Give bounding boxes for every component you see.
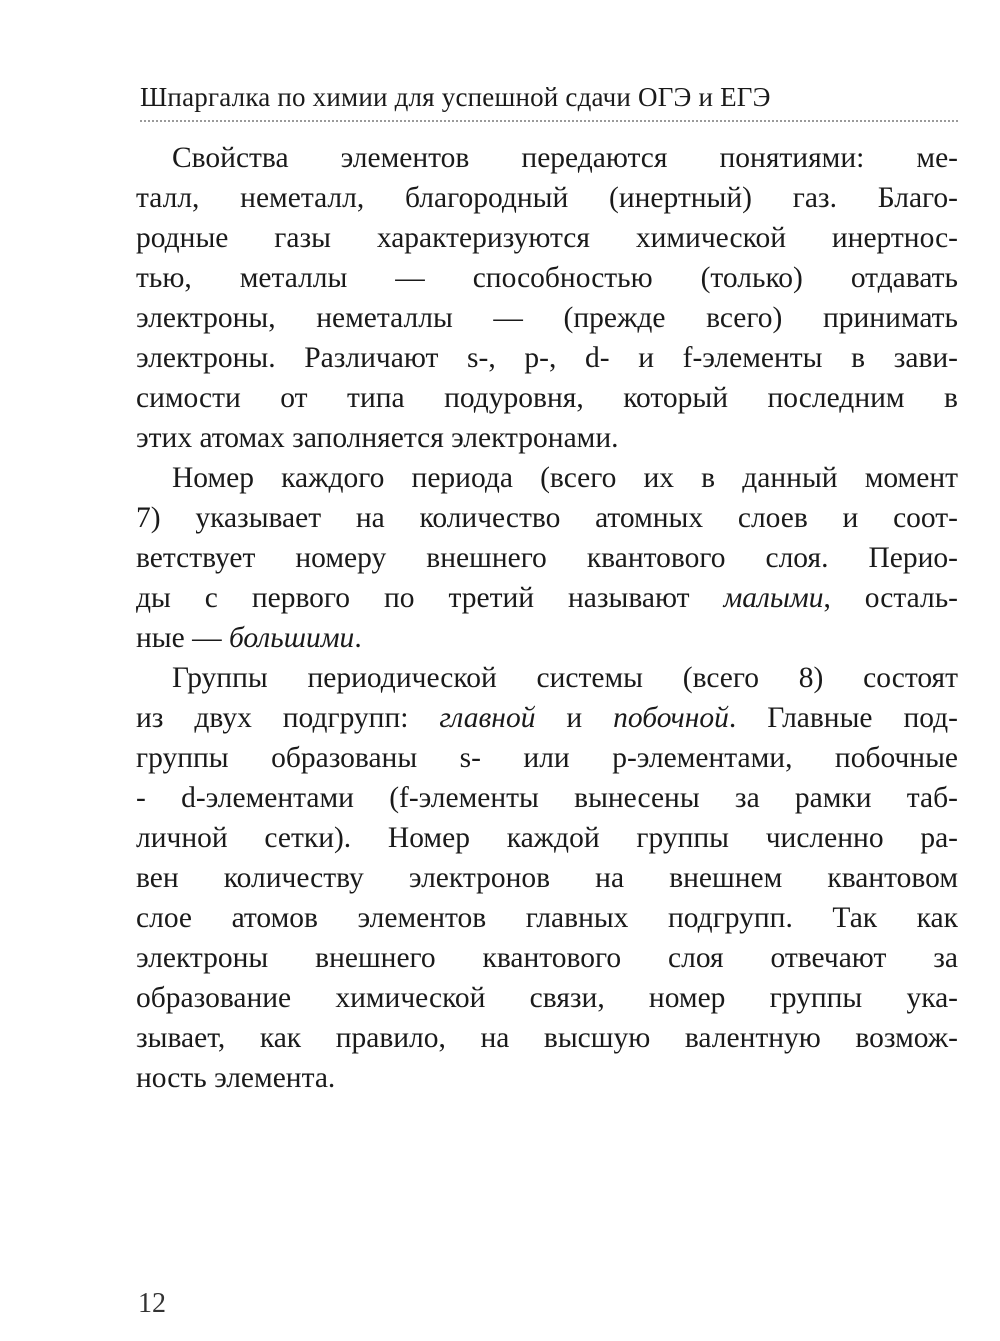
text-line: личной сетки). Номер каждой группы численно ра-: [136, 822, 958, 854]
text-line: родные газы характеризуются химической инертнос-: [136, 222, 958, 254]
text-line: ветствует номеру внешнего квантового слоя. Перио-: [136, 542, 958, 574]
text-line: Группы периодической системы (всего 8) состоят: [172, 662, 958, 694]
text-line: [136, 578, 958, 618]
text-run: , осталь-: [823, 582, 958, 614]
italic-term: побочной: [613, 702, 729, 734]
text-run: . Главные под-: [728, 702, 958, 734]
text-line: образование химической связи, номер группы ука-: [136, 982, 958, 1014]
paragraph: [136, 658, 958, 1098]
book-title: Шпаргалка по химии для успешной сдачи ОГЭ и ЕГЭ: [140, 82, 771, 112]
italic-term: главной: [439, 702, 536, 734]
text-line: группы образованы s- или p-элементами, побочные: [136, 742, 958, 774]
text-line: - d-элементами (f-элементы вынесены за рамки таб-: [136, 782, 958, 814]
text-line: электроны, неметаллы — (прежде всего) принимать: [136, 302, 958, 334]
text-line: этих атомах заполняется электронами.: [136, 422, 619, 454]
running-header: [140, 80, 958, 122]
text-line: симости от типа подуровня, который последним в: [136, 382, 958, 414]
paragraph: [136, 458, 958, 658]
text-line: электроны внешнего квантового слоя отвечают за: [136, 942, 958, 974]
text-line: талл, неметалл, благородный (инертный) газ. Благо-: [136, 182, 958, 214]
text-line: [136, 698, 958, 738]
italic-term: малыми: [723, 582, 824, 614]
text-run: и: [535, 702, 614, 734]
text-line: тью, металлы — способностью (только) отдавать: [136, 262, 958, 294]
text-run: .: [354, 622, 362, 654]
text-line: вен количеству электронов на внешнем квантовом: [136, 862, 958, 894]
text-line: Свойства элементов передаются понятиями: ме-: [172, 142, 958, 174]
text-run: ды с первого по третий называют: [136, 582, 724, 614]
text-line: Номер каждого периода (всего их в данный момент: [172, 462, 958, 494]
paragraph: [136, 138, 958, 458]
text-line: ность элемента.: [136, 1062, 336, 1094]
text-run: ные —: [136, 622, 229, 654]
text-run: из двух подгрупп:: [136, 702, 440, 734]
text-line: 7) указывает на количество атомных слоев и соот-: [136, 502, 958, 534]
body-text: [136, 138, 958, 1098]
italic-term: большими: [228, 622, 355, 654]
text-line: слое атомов элементов главных подгрупп. Так как: [136, 902, 958, 934]
text-line: зывает, как правило, на высшую валентную возмож-: [136, 1022, 958, 1054]
text-line: [136, 618, 958, 658]
page-number: 12: [138, 1288, 166, 1319]
text-line: электроны. Различают s-, p-, d- и f-элементы в зави-: [136, 342, 958, 374]
